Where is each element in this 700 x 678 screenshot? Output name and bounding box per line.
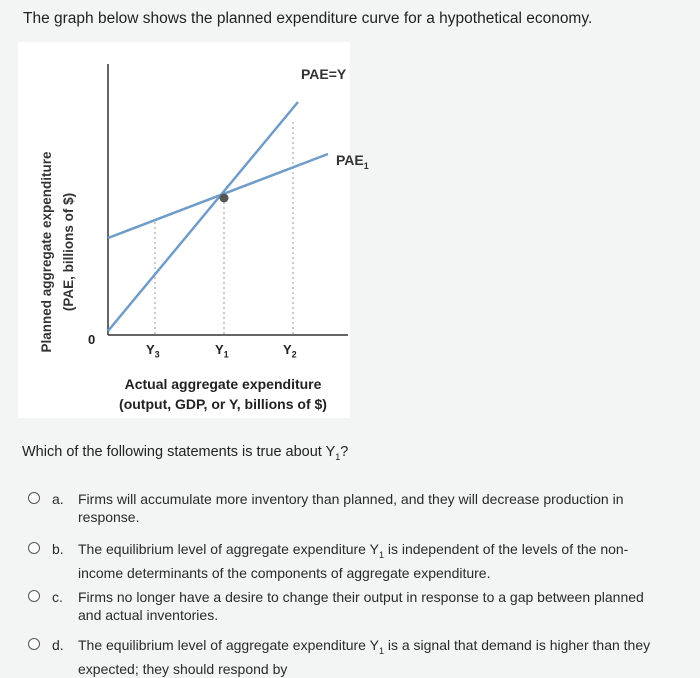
label-pae1 — [336, 152, 369, 171]
question-pre: Which of the following statements is true about Y — [22, 444, 336, 460]
tick-y2 — [283, 342, 297, 360]
option-b-text-post: is independent of the levels of the non-income determinants of the components of aggregate expenditure. — [78, 541, 629, 581]
equilibrium-point — [220, 194, 229, 203]
option-d-text-pre: The equilibrium level of aggregate expenditure Y — [78, 637, 379, 653]
option-b-radio[interactable] — [28, 542, 40, 554]
option-d-text-post: is a signal that demand is higher than they expected; they should respond by — [78, 637, 651, 677]
option-b-text-sub: 1 — [378, 549, 384, 560]
option-b-text-pre: The equilibrium level of aggregate expenditure Y — [78, 541, 379, 557]
y-axis-label-line1: Planned aggregate expenditure — [39, 151, 54, 353]
option-a-letter: a. — [52, 491, 64, 507]
tick-y3-base: Y — [146, 342, 155, 357]
option-c-text: Firms no longer have a desire to change their output in response to a gap between planned and actual inventories. — [78, 589, 644, 623]
option-a-text: Firms will accumulate more inventory than planned, and they will decrease production in response. — [78, 491, 624, 525]
option-d-text — [78, 636, 653, 678]
question-text — [22, 444, 348, 462]
tick-y3-sub: 3 — [154, 349, 160, 360]
tick-y1-sub: 1 — [223, 349, 229, 360]
line-pae1 — [108, 154, 328, 238]
option-d-letter: d. — [52, 637, 64, 653]
option-c-letter: c. — [52, 589, 63, 605]
tick-y2-sub: 2 — [291, 349, 297, 360]
option-b-text — [78, 540, 653, 582]
tick-y1 — [215, 342, 229, 360]
origin-label: 0 — [88, 332, 96, 347]
option-b-letter: b. — [52, 541, 64, 557]
label-pae-equals-y: PAE=Y — [301, 66, 347, 82]
question-post: ? — [340, 444, 349, 460]
question-sub: 1 — [335, 451, 341, 462]
line-pae-equals-y — [108, 102, 298, 331]
tick-y1-base: Y — [215, 342, 224, 357]
intro-text: The graph below shows the planned expenditure curve for a hypothetical economy. — [23, 10, 593, 27]
option-a-radio[interactable] — [28, 492, 40, 504]
option-d-text-sub: 1 — [378, 645, 384, 656]
label-pae1-base: PAE — [336, 152, 364, 168]
tick-y2-base: Y — [283, 342, 292, 357]
y-axis-label-line2: (PAE, billions of $) — [61, 192, 76, 312]
x-axis-label-line2: (output, GDP, or Y, billions of $) — [119, 396, 327, 412]
x-axis-label — [108, 374, 338, 414]
tick-y3 — [146, 342, 160, 360]
option-d-radio[interactable] — [28, 638, 40, 650]
expenditure-graph — [18, 42, 369, 418]
option-c-radio[interactable] — [28, 590, 40, 602]
x-axis-label-line1: Actual aggregate expenditure — [124, 376, 322, 392]
label-pae1-sub: 1 — [363, 160, 369, 171]
